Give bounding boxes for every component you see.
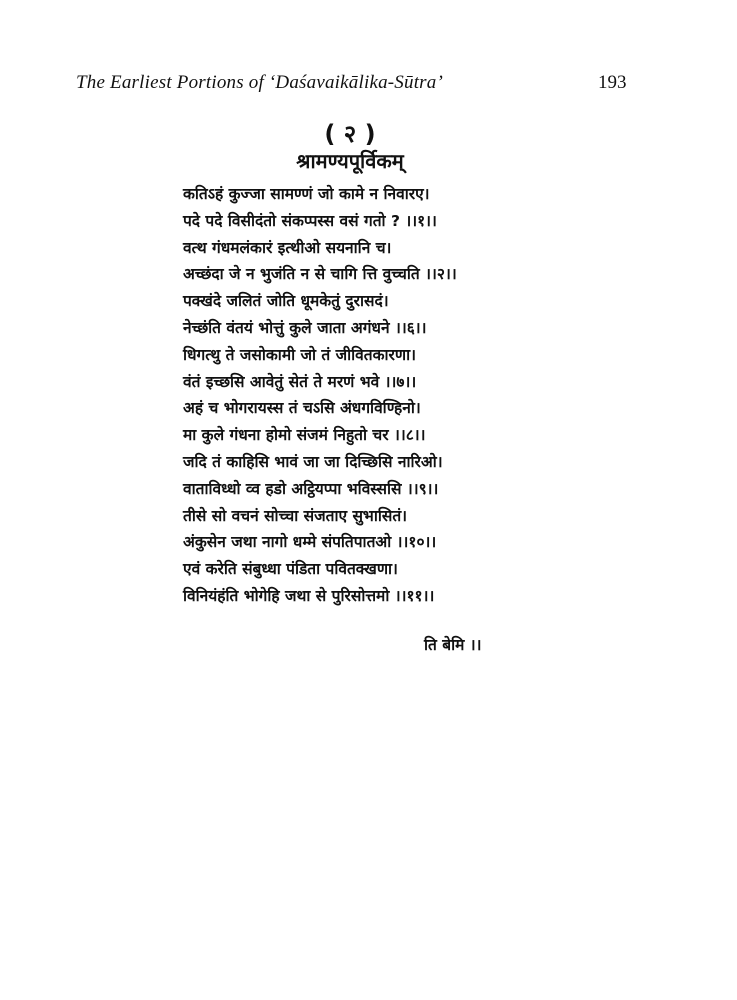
verse-line: कतिऽहं कुज्जा सामण्णं जो कामे न निवारए। — [183, 185, 430, 203]
verse-line: जदि तं काहिसि भावं जा जा दिच्छिसि नारिओ। — [183, 452, 443, 471]
section-number: ( २ ) — [324, 120, 376, 148]
verse-line: तीसे सो वचनं सोच्चा संजताए सुभासितं। — [183, 506, 408, 525]
verse-line: धिगत्थु ते जसोकामी जो तं जीवितकारणा। — [183, 345, 416, 364]
page-number: 193 — [598, 72, 627, 93]
verse-line: मा कुले गंधना होमो संजमं निहुतो चर ।।८।। — [183, 426, 426, 445]
verse-line: विनियंहंति भोगेहि जथा से पुरिसोत्तमो ।।११।। — [183, 586, 435, 605]
verse-line: पदे पदे विसीदंतो संकप्पस्स वसं गतो ? ।।१।। — [183, 211, 437, 230]
verse-line: अच्छंदा जे न भुजंति न से चागि त्ति वुच्चति ।।२।। — [183, 265, 457, 284]
verse-line: अहं च भोगरायस्स तं चऽसि अंधगविण्हिनो। — [183, 399, 421, 418]
verse-line: पक्खंदे जलितं जोति धूमकेतुं दुरासदं। — [183, 292, 389, 311]
verse-line: वत्थ गंधमलंकारं इत्थीओ सयनानि च। — [183, 238, 392, 257]
verse-line: अंकुसेन जथा नागो धम्मे संपतिपातओ ।।१०।। — [183, 533, 437, 552]
verse-line: नेच्छंति वंतयं भोत्तुं कुले जाता अगंधने ।।६।। — [183, 318, 427, 337]
verse-line: वंतं इच्छसि आवेतुं सेतं ते मरणं भवे ।।७।। — [183, 372, 417, 391]
closing-formula: ति बेमि ।। — [424, 636, 482, 654]
running-head-title: The Earliest Portions of ‘Daśavaikālika-Sūtra’ — [76, 72, 443, 93]
verse-list — [183, 181, 563, 610]
verse-line: वाताविध्धो व्व हडो अट्ठियप्पा भविस्ससि ।।९।। — [183, 479, 439, 498]
verse-line: एवं करेति संबुध्धा पंडिता पवितक्खणा। — [183, 560, 398, 579]
section-title: श्रामण्यपूर्विकम् — [296, 149, 404, 173]
